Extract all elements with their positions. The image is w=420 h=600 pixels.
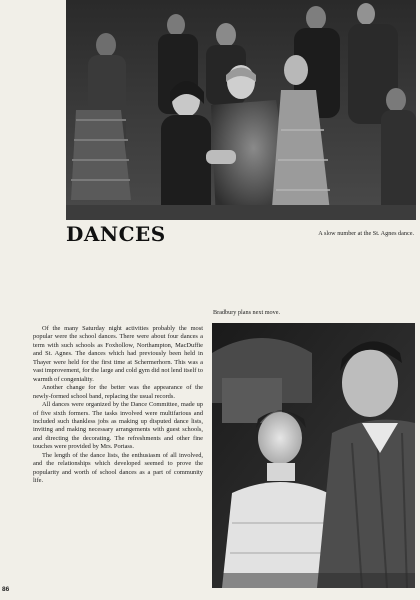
students-photo bbox=[212, 323, 415, 588]
dancing-couples-photo-icon bbox=[66, 0, 416, 220]
students-portrait-photo-icon bbox=[212, 323, 415, 588]
body-paragraph: Of the many Saturday night activities probably the most popular were the school dances. There were about four dances a term with such schools as Foxhollow, Northampton, MacDuffie and St. Agnes. The dances which had previously been held in Thayer were held for the first time at Schermerhorn. This was a vast improvement, for the large and cold gym did not lend itself to warmth of congeniality. bbox=[33, 325, 203, 383]
body-paragraph: Another change for the better was the appearance of the newly-formed school band, replacing the usual records. bbox=[33, 384, 203, 400]
top-photo-caption: A slow number at the St. Agnes dance. bbox=[318, 230, 414, 237]
dance-photo bbox=[66, 0, 416, 220]
page-title: DANCES bbox=[66, 222, 166, 246]
bottom-photo-caption: Bradbury plans next move. bbox=[213, 309, 281, 316]
body-paragraph: The length of the dance lists, the enthusiasm of all involved, and the relationships which developed seemed to prove the popularity and worth of school dances as a part of community life. bbox=[33, 451, 203, 485]
article-body bbox=[33, 325, 203, 486]
body-paragraph: All dances were organized by the Dance Committee, made up of five sixth formers. The tasks involved were multifarious and included such thankless jobs as making up disputed dance lists, inviting and making necessary arrangements with guest schools, and directing the decorating. The refreshments and other fine touches were provided by Mrs. Portass. bbox=[33, 401, 203, 451]
page-number: 86 bbox=[2, 586, 10, 593]
